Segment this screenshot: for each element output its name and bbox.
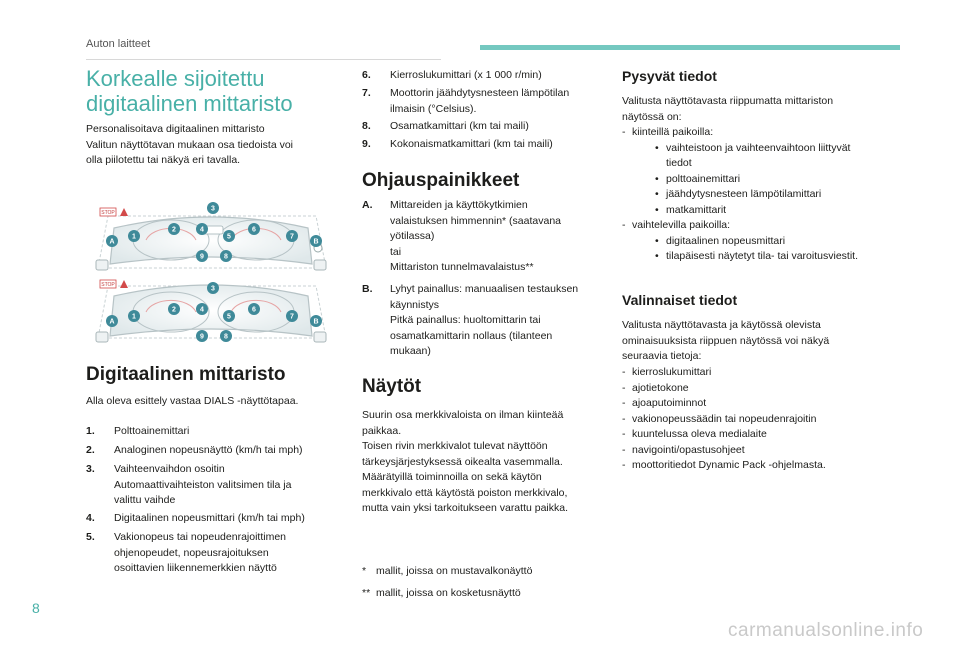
list-item: • matkamittarit <box>622 203 902 219</box>
list-item <box>86 462 346 509</box>
displays-line: mutta vain yksi tarkoitukseen varattu paikka. <box>362 502 569 514</box>
control-text: yötilassa) <box>390 230 435 242</box>
marker-label: B <box>313 238 319 246</box>
marker-label: 8 <box>224 333 228 341</box>
list-item <box>86 511 346 527</box>
list-item: - ajoaputoiminnot <box>622 396 902 412</box>
marker-label: 1 <box>132 233 136 241</box>
marker-label: 3 <box>211 285 215 293</box>
displays-line: Suurin osa merkkivaloista on ilman kiinteää <box>362 409 564 421</box>
list-item: - vaihtelevilla paikoilla: <box>622 218 902 234</box>
footnote-text: mallit, joissa on kosketusnäyttö <box>376 587 521 599</box>
list-item: - vakionopeussäädin tai nopeudenrajoitin <box>622 412 902 428</box>
footnote <box>362 586 612 602</box>
item-number: 7. <box>362 87 371 99</box>
item-number: 4. <box>86 512 95 524</box>
item-text: Polttoainemittari <box>114 425 190 437</box>
heading-controls: Ohjauspainikkeet <box>362 170 520 191</box>
control-text: valaistuksen himmennin* (saatavana <box>390 214 562 227</box>
marker-label: 6 <box>252 226 256 234</box>
marker-label: A <box>109 318 115 326</box>
marker-label: B <box>313 318 319 326</box>
item-text: ilmaisin (°Celsius). <box>390 102 477 115</box>
control-item <box>362 282 612 360</box>
control-text: mukaan) <box>390 345 431 357</box>
item-text: Osamatkamittari (km tai maili) <box>390 120 529 132</box>
list-item: - kierroslukumittari <box>622 365 902 381</box>
item-text: valittu vaihde <box>114 494 176 506</box>
stop-warning-label: STOP <box>101 282 115 288</box>
control-text: Pitkä painallus: huoltomittarin tai <box>390 314 541 326</box>
page-title-line-2: digitaalinen mittaristo <box>86 91 293 116</box>
list-item: - ajotietokone <box>622 381 902 397</box>
marker-label: 7 <box>290 233 294 241</box>
control-text: Mittareiden ja käyttökytkimien <box>390 199 528 211</box>
intro-line: näytössä on: <box>622 110 682 123</box>
item-text: Kierroslukumittari (x 1 000 r/min) <box>390 69 542 81</box>
displays-line: Määrätyillä toiminnoilla on sekä käytön <box>362 471 542 483</box>
item-text: Kokonaismatkamittari (km tai maili) <box>390 138 553 150</box>
list-item: • vaihteistoon ja vaihteenvaihtoon liittyvät <box>622 141 902 157</box>
instrument-cluster-figure <box>86 188 336 358</box>
displays-line: paikkaa. <box>362 424 402 437</box>
list-item: • jäähdytysnesteen lämpötilamittari <box>622 187 902 203</box>
list-item: • polttoainemittari <box>622 172 902 188</box>
list-item <box>86 424 346 440</box>
header-divider <box>86 59 441 60</box>
intro-line: ominaisuuksista riippuen näytössä voi näkyä <box>622 334 830 347</box>
list-item: - kuuntelussa oleva medialaite <box>622 427 902 443</box>
item-number: 5. <box>86 531 95 543</box>
list-item <box>362 86 612 118</box>
marker-label: 4 <box>200 226 204 234</box>
item-text: osoittavien liikennemerkkien näyttö <box>114 562 277 574</box>
heading-digital-cluster: Digitaalinen mittaristo <box>86 364 286 385</box>
marker-label: 3 <box>211 205 215 213</box>
footnote <box>362 564 612 580</box>
list-item <box>362 68 612 84</box>
intro-line: Valitusta näyttötavasta riippumatta mittariston <box>622 95 834 107</box>
marker-label: 2 <box>172 306 176 314</box>
list-item <box>362 119 612 135</box>
item-text: Digitaalinen nopeusmittari (km/h tai mph) <box>114 512 305 524</box>
item-text: Moottorin jäähdytysnesteen lämpötilan <box>390 87 570 99</box>
dials-description: Alla oleva esittely vastaa DIALS -näyttötapaa. <box>86 395 299 407</box>
footnote-text: mallit, joissa on mustavalkonäyttö <box>376 565 533 577</box>
list-item: - moottoritiedot Dynamic Pack -ohjelmasta. <box>622 458 902 474</box>
control-text: osamatkamittarin nollaus (tilanteen <box>390 329 553 342</box>
marker-label: 5 <box>227 233 231 241</box>
item-number: 1. <box>86 425 95 437</box>
page-number: 8 <box>32 600 40 616</box>
intro-line: olla piilotettu tai näkyä eri tavalla. <box>86 154 241 166</box>
list-item: • tilapäisesti näytetyt tila- tai varoitusviestit. <box>622 249 902 265</box>
control-item <box>362 198 612 276</box>
marker-label: A <box>109 238 115 246</box>
item-number: 3. <box>86 463 95 475</box>
item-text: ohjenopeudet, nopeusrajoituksen <box>114 546 269 559</box>
optional-intro <box>622 318 902 365</box>
control-letter: B. <box>362 283 373 295</box>
displays-paragraph <box>362 408 612 517</box>
marker-label: 1 <box>132 313 136 321</box>
marker-label: 6 <box>252 306 256 314</box>
marker-label: 5 <box>227 313 231 321</box>
header-accent-bar <box>480 45 900 50</box>
list-item: - navigointi/opastusohjeet <box>622 443 902 459</box>
item-text: Vaihteenvaihdon osoitin <box>114 463 225 475</box>
item-number: 6. <box>362 69 371 81</box>
control-letter: A. <box>362 199 373 211</box>
list-item: • digitaalinen nopeusmittari <box>622 234 902 250</box>
item-text: Vakionopeus tai nopeudenrajoittimen <box>114 531 287 543</box>
footnote-mark: * <box>362 565 367 577</box>
heading-permanent-info: Pysyvät tiedot <box>622 68 717 84</box>
watermark: carmanualsonline.info <box>728 620 924 641</box>
footnote-mark: ** <box>362 587 371 599</box>
intro-line: Valitun näyttötavan mukaan osa tiedoista voi <box>86 138 294 151</box>
displays-line: merkkivalo että käytöstä poiston merkkivalo, <box>362 486 568 499</box>
heading-optional-info: Valinnaiset tiedot <box>622 292 738 308</box>
page-title <box>86 66 293 116</box>
list-item: - kiinteillä paikoilla: <box>622 125 902 141</box>
item-number: 2. <box>86 444 95 456</box>
list-item <box>86 443 346 459</box>
marker-label: 4 <box>200 306 204 314</box>
list-item <box>86 530 346 577</box>
page-title-line-1: Korkealle sijoitettu <box>86 66 265 91</box>
intro-line: seuraavia tietoja: <box>622 350 702 362</box>
marker-label: 2 <box>172 226 176 234</box>
optional-list <box>622 365 902 474</box>
marker-label: 7 <box>290 313 294 321</box>
stop-warning-label: STOP <box>101 210 115 216</box>
item-text: Analoginen nopeusnäyttö (km/h tai mph) <box>114 444 303 456</box>
list-item: tiedot <box>666 157 692 169</box>
intro-paragraph <box>86 122 346 169</box>
item-number: 9. <box>362 138 371 150</box>
displays-line: tärkeysjärjestyksessä oikealta vasemmalla. <box>362 455 563 468</box>
marker-label: 9 <box>200 333 204 341</box>
item-number: 8. <box>362 120 371 132</box>
permanent-list <box>622 125 902 265</box>
heading-displays: Näytöt <box>362 376 422 397</box>
intro-line: Valitusta näyttötavasta ja käytössä olevista <box>622 319 821 331</box>
control-text: käynnistys <box>390 298 440 311</box>
instrument-cluster-illustration <box>86 188 336 358</box>
control-text: Mittariston tunnelmavalaistus** <box>390 261 534 273</box>
item-text: Automaattivaihteiston valitsimen tila ja <box>114 478 292 491</box>
control-text: Lyhyt painallus: manuaalisen testauksen <box>390 283 579 295</box>
permanent-intro <box>622 94 902 125</box>
marker-label: 9 <box>200 253 204 261</box>
marker-label: 8 <box>224 253 228 261</box>
intro-line: Personalisoitava digitaalinen mittaristo <box>86 123 265 135</box>
displays-line: Toisen rivin merkkivalot tulevat näyttöön <box>362 440 548 452</box>
list-item <box>362 137 612 153</box>
section-title: Auton laitteet <box>86 38 151 50</box>
control-text: tai <box>390 245 402 258</box>
